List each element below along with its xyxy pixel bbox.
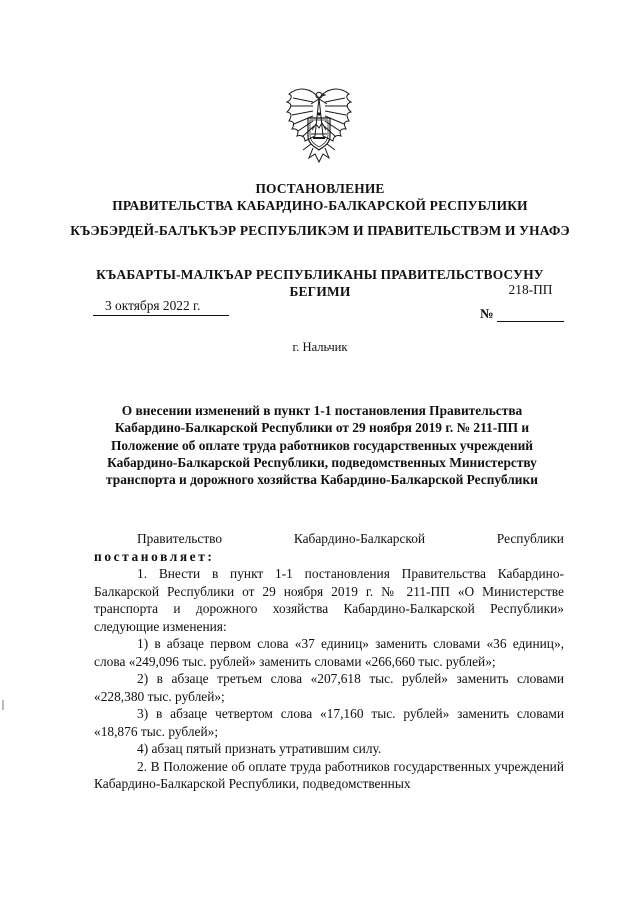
gov-word-1: Правительство — [137, 531, 223, 546]
paragraph-1: 1. Внести в пункт 1-1 постановления Правительства Кабардино-Балкарской Республики от 29 ноября 2019 г. № 211-ПП «О Министерстве транспорта и дорожного хозяйства Кабардино-Балкарской Республики» следующие изменения: — [94, 566, 564, 634]
decree-date: 3 октября 2022 г. — [93, 298, 229, 316]
decree-verb: постановляет: — [94, 548, 215, 564]
city-line: г. Нальчик — [292, 340, 348, 354]
paragraph-2: 2. В Положение об оплате труда работников государственных учреждений Кабардино-Балкарской Республики, подведомственных — [94, 758, 564, 791]
document-title: О внесении изменений в пункт 1-1 постановления Правительства Кабардино-Балкарской Республики от 29 ноября 2019 г. № 211-ПП и Положение об оплате труда работников государственных учреждений Кабардино-Балкарской Республики, подведомственных Министерству транспорта и дорожного хозяйства Кабардино-Балкарской Республики — [106, 403, 538, 488]
subparagraph-2: 2) в абзаце третьем слова «207,618 тыс. рублей» заменить словами «228,380 тыс. рублей»; — [94, 671, 564, 704]
heading-line-2: ПРАВИТЕЛЬСТВА КАБАРДИНО-БАЛКАРСКОЙ РЕСПУБЛИКИ — [112, 198, 528, 213]
subparagraph-1: 1) в абзаце первом слова «37 единиц» заменить словами «36 единиц», слова «249,096 тыс. рублей» заменить словами «266,660 тыс. рублей»; — [94, 636, 564, 669]
government-line — [94, 530, 564, 548]
heading-balkar: КЪАБАРТЫ-МАЛКЪАР РЕСПУБЛИКАНЫ ПРАВИТЕЛЬСТВОСУНУ БЕГИМИ — [96, 267, 544, 299]
gov-word-2: Кабардино-Балкарской — [293, 531, 426, 546]
decree-heading — [70, 180, 570, 214]
decree-number-field — [497, 282, 564, 322]
scan-margin-mark — [2, 700, 4, 710]
subparagraph-3: 3) в абзаце четвертом слова «17,160 тыс. рублей» заменить словами «18,876 тыс. рублей»; — [94, 706, 564, 739]
decree-number-block — [480, 282, 564, 322]
kbr-coat-of-arms-icon — [283, 84, 355, 166]
document-body — [94, 530, 564, 793]
heading-line-1: ПОСТАНОВЛЕНИЕ — [255, 181, 385, 196]
decree-number: 218-ПП — [508, 282, 553, 297]
subparagraph-4: 4) абзац пятый признать утратившим силу. — [137, 741, 382, 756]
heading-kabardian: КЪЭБЭРДЕЙ-БАЛЪКЪЭР РЕСПУБЛИКЭМ И ПРАВИТЕЛЬСТВЭМ И УНАФЭ — [70, 223, 570, 238]
number-sign: № — [480, 306, 494, 321]
gov-word-3: Республики — [496, 531, 564, 546]
